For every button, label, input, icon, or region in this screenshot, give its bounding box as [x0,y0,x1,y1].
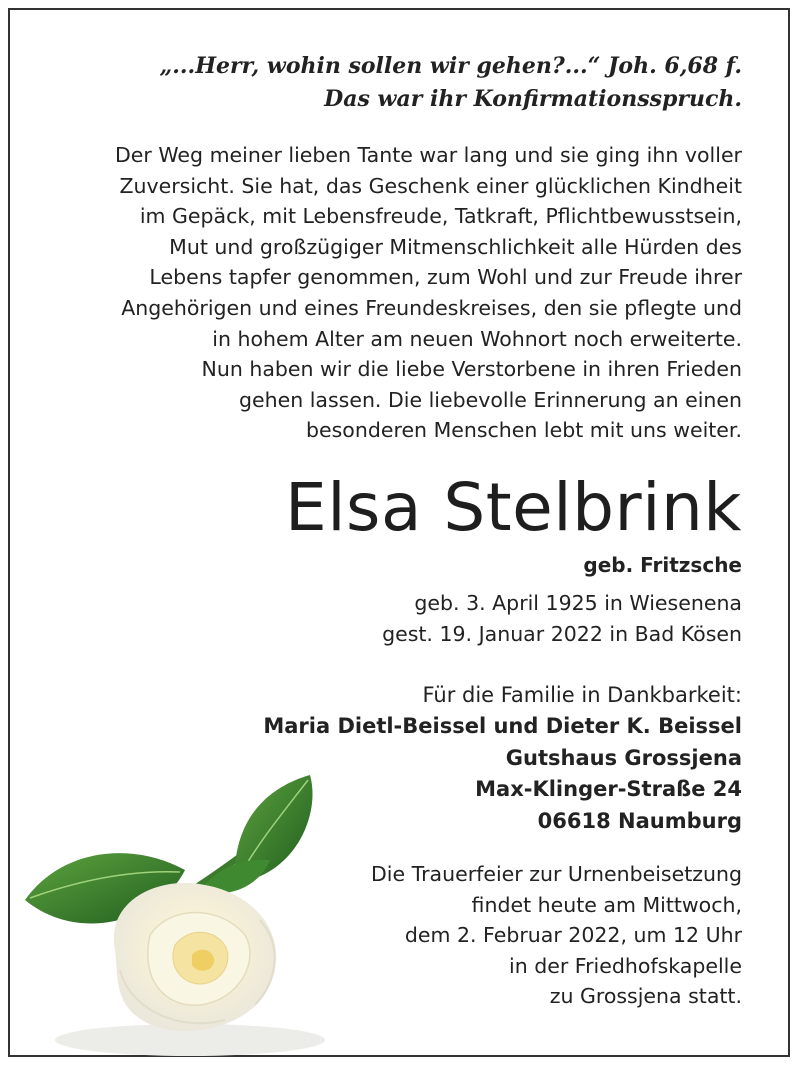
intro-line: Nun haben wir die liebe Verstorbene in ihren Frieden [201,357,742,382]
intro-line: im Gepäck, mit Lebensfreude, Tatkraft, Pflichtbewusstsein, [139,204,742,229]
family-intro: Für die Familie in Dankbarkeit: [422,682,742,707]
birth-date: geb. 3. April 1925 in Wiesenena [414,590,742,615]
obituary-content [50,50,742,1012]
family-block [50,680,742,838]
family-names: Maria Dietl-Beissel und Dieter K. Beissel [263,714,742,739]
ceremony-line: findet heute am Mittwoch, [471,892,742,917]
intro-line: Lebens tapfer genommen, zum Wohl und zur Freude ihrer [149,265,742,290]
intro-line: Angehörigen und eines Freundeskreises, den sie pflegte und [121,295,742,320]
intro-line: Zuversicht. Sie hat, das Geschenk einer glücklichen Kindheit [119,173,742,198]
family-address-line: Gutshaus Grossjena [505,745,742,770]
verse-line: Das war ihr Konfirmationsspruch. [324,86,742,112]
ceremony-line: zu Grossjena statt. [549,984,742,1009]
verse-line: „...Herr, wohin sollen wir gehen?...“ Joh. 6,68 f. [159,53,742,79]
maiden-name: geb. Fritzsche [583,552,742,577]
intro-line: Mut und großzügiger Mitmenschlichkeit alle Hürden des [169,234,742,259]
life-dates [50,588,742,650]
ceremony-line: Die Trauerfeier zur Urnenbeisetzung [370,862,742,887]
intro-line: gehen lassen. Die liebevolle Erinnerung an einen [238,387,742,412]
intro-line: besonderen Menschen lebt mit uns weiter. [306,418,742,443]
ceremony-line: in der Friedhofskapelle [509,953,742,978]
deceased-name: Elsa Stelbrink [285,468,742,546]
ceremony-block [50,859,742,1012]
intro-line: Der Weg meiner lieben Tante war lang und sie ging ihn voller [115,143,742,167]
family-address-line: Max-Klinger-Straße 24 [475,777,742,802]
verse-block [50,50,742,116]
intro-line: in hohem Alter am neuen Wohnort noch erweiterte. [212,326,742,351]
family-address-line: 06618 Naumburg [537,808,742,833]
intro-paragraph [50,140,742,446]
death-date: gest. 19. Januar 2022 in Bad Kösen [382,621,742,646]
ceremony-line: dem 2. Februar 2022, um 12 Uhr [404,923,742,948]
obituary-frame [8,8,790,1057]
